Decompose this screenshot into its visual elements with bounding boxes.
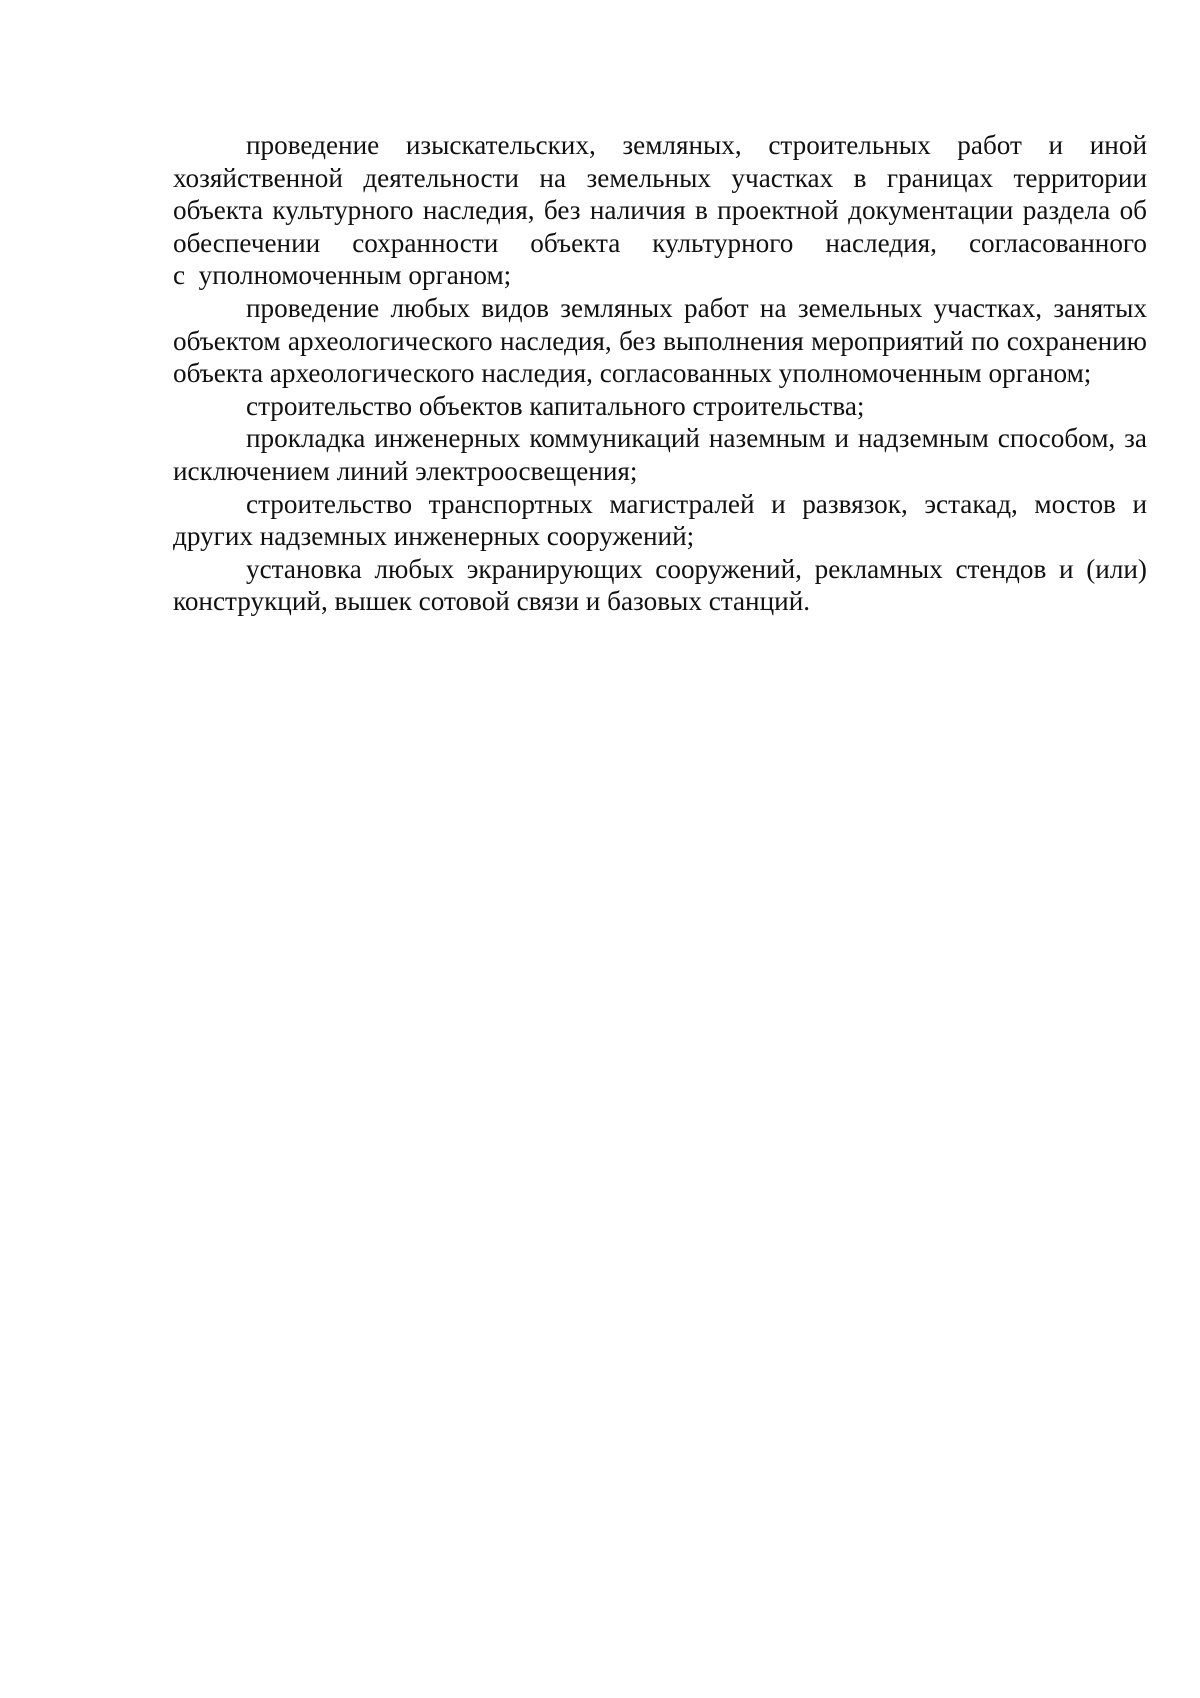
paragraph-utility-lines: прокладка инженерных коммуникаций наземным и надземным способом, за исключением линий электроосвещения; <box>173 423 1147 486</box>
paragraph-capital-construction: строительство объектов капитального строительства; <box>246 390 865 421</box>
paragraph-transport-structures: строительство транспортных магистралей и развязок, эстакад, мостов и других надземных инженерных сооружений; <box>173 488 1147 552</box>
paragraph-screening-structures: установка любых экранирующих сооружений, рекламных стендов и (или) конструкций, вышек сотовой связи и базовых станций. <box>173 553 1147 617</box>
document-body <box>173 129 1147 618</box>
paragraph-survey-works: проведение изыскательских, земляных, строительных работ и иной хозяйственной деятельности на земельных участках в границах территории объекта культурного наследия, без наличия в проектной документации раздела об обеспечении сохранности объекта культурного наследия, согласованного с уполномоченным органом; <box>173 130 1147 291</box>
paragraph-earthworks: проведение любых видов земляных работ на земельных участках, занятых объектом археологического наследия, без выполнения мероприятий по сохранению объекта археологического наследия, согласованных уполномоченным органом; <box>173 292 1147 389</box>
